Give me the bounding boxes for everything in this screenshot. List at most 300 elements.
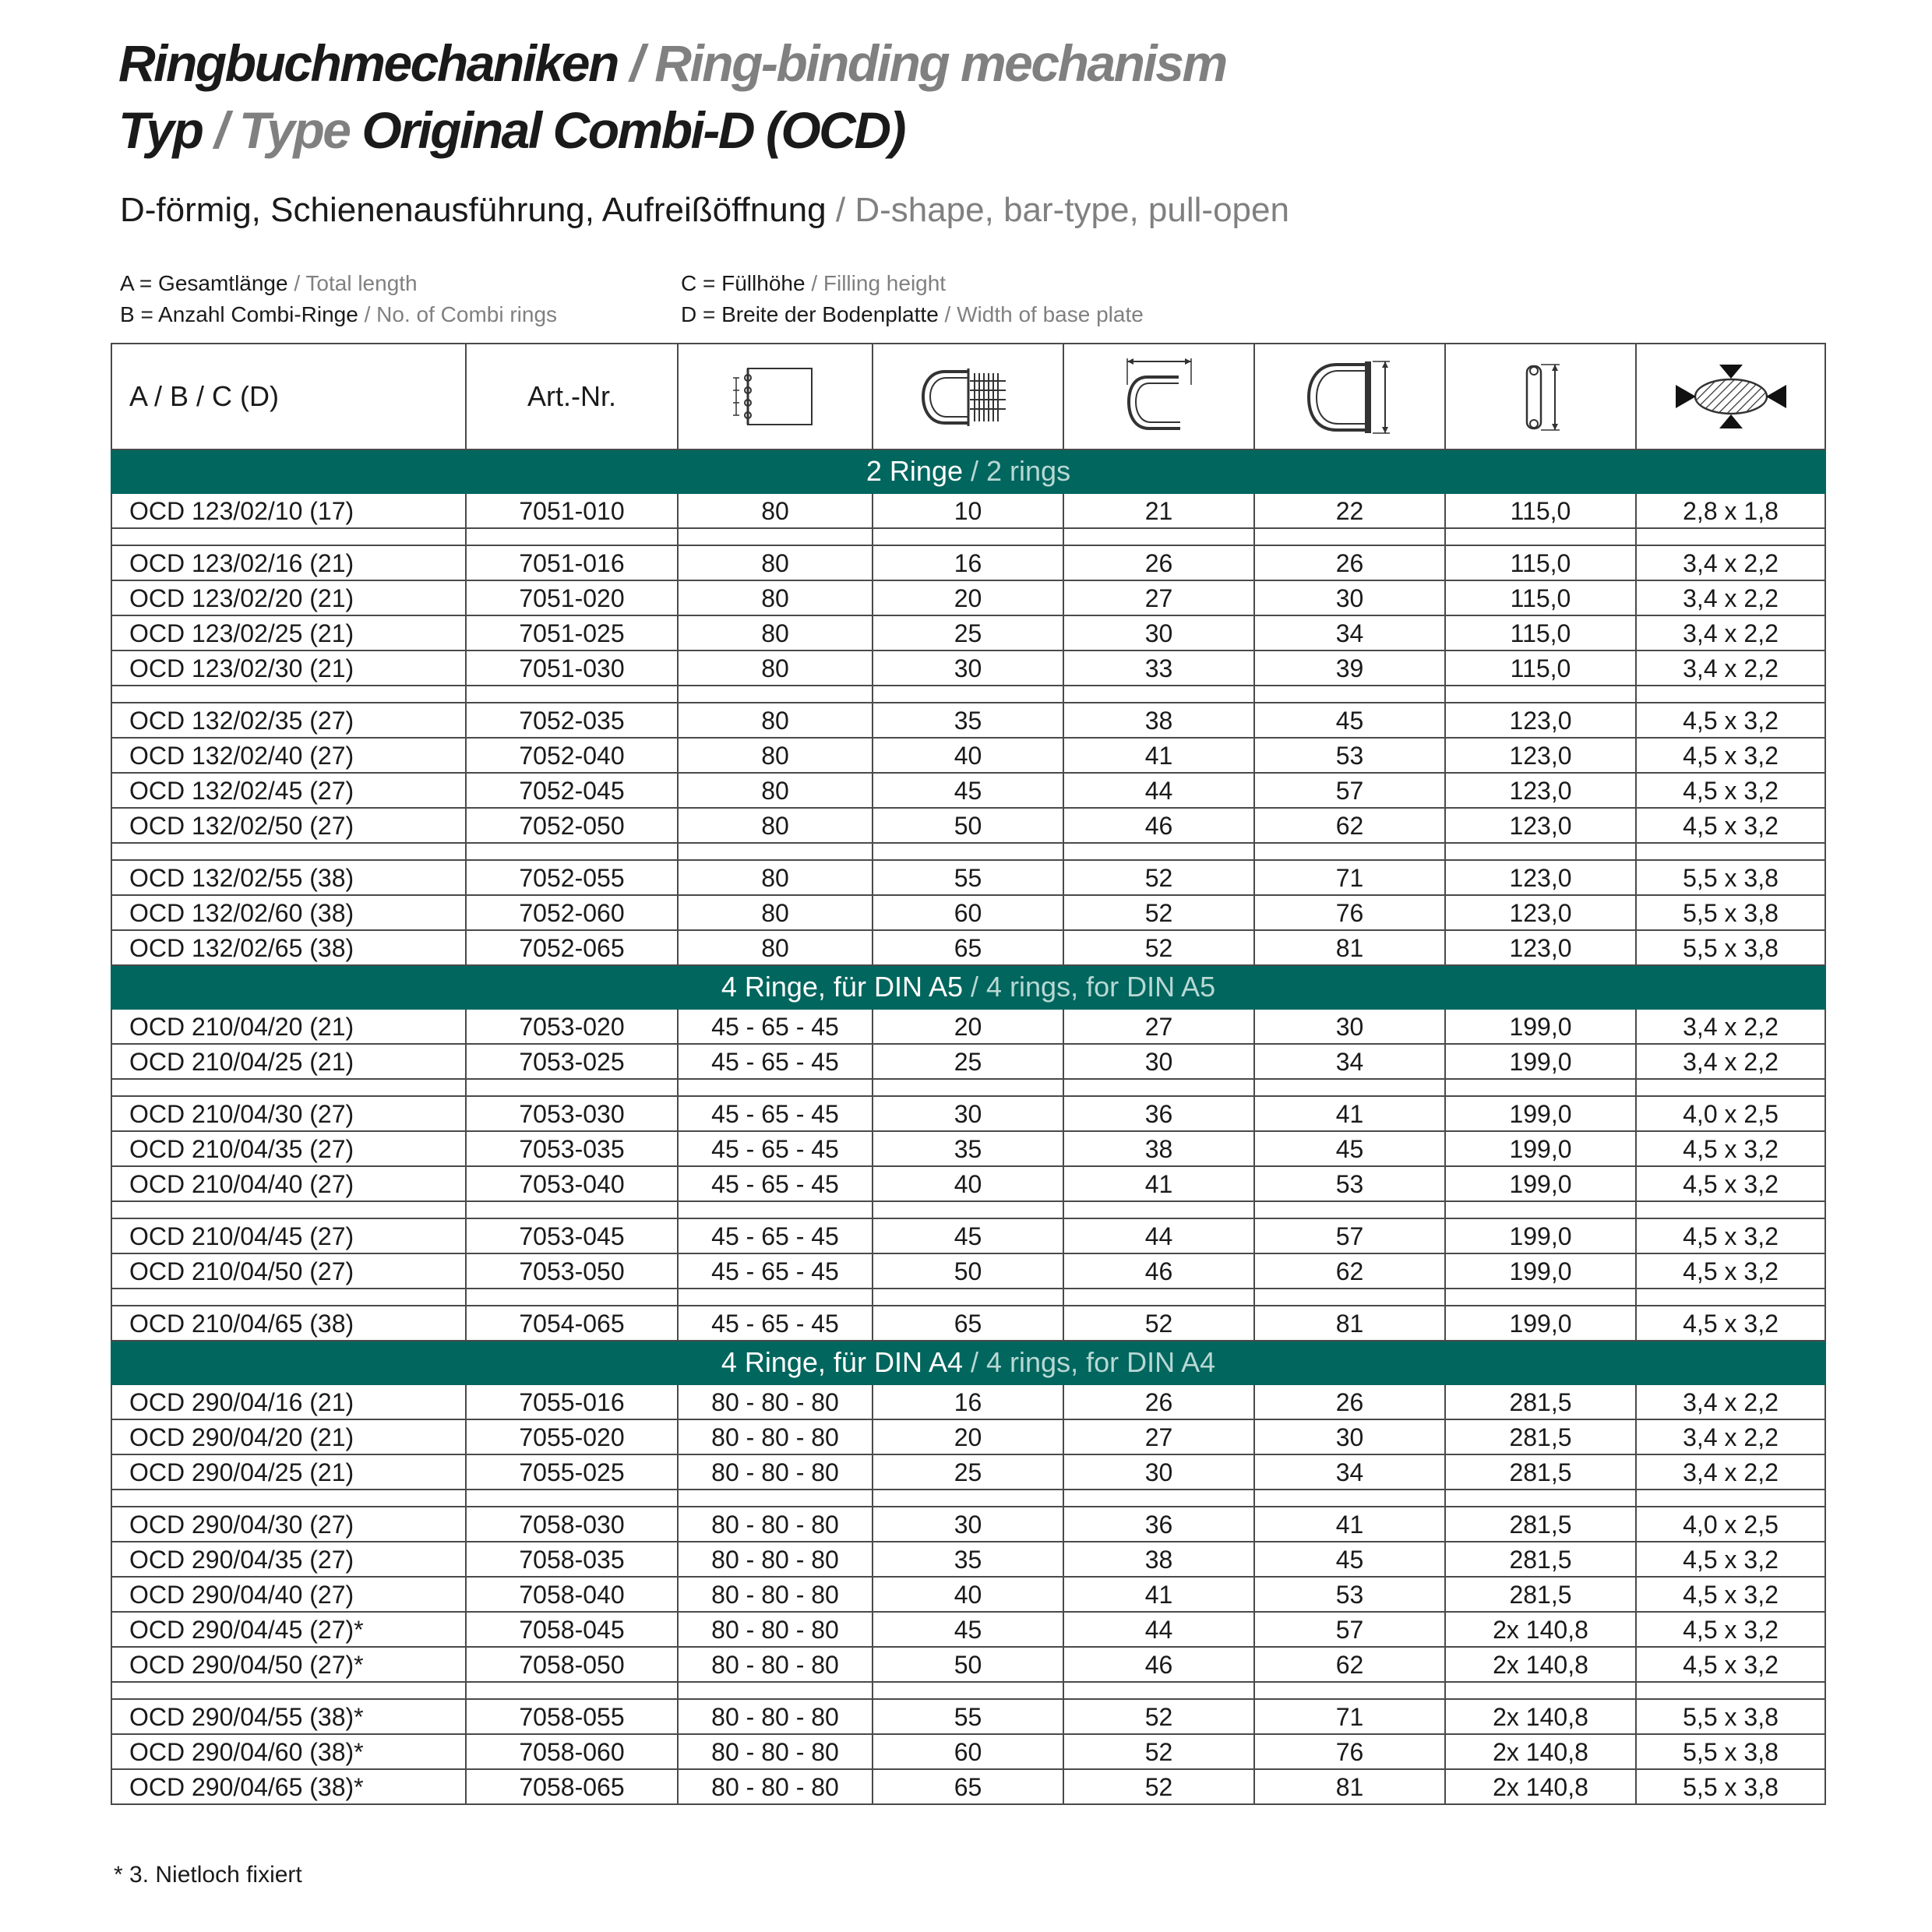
cell-width: 46 <box>1063 1647 1254 1682</box>
spacer-cell <box>678 1201 873 1218</box>
cell-article-number: 7055-025 <box>466 1454 678 1490</box>
spacer-cell <box>466 686 678 703</box>
cell-ring-spacing: 80 <box>678 738 873 773</box>
cell-article-number: 7052-040 <box>466 738 678 773</box>
cell-rivet-hole: 5,5 x 3,8 <box>1636 1699 1825 1734</box>
cell-ring-spacing: 45 - 65 - 45 <box>678 1166 873 1201</box>
cell-width: 21 <box>1063 493 1254 528</box>
cell-bar-length: 115,0 <box>1445 493 1636 528</box>
cell-bar-length: 199,0 <box>1445 1131 1636 1166</box>
section-title <box>111 965 1825 1009</box>
cell-dimensions: OCD 210/04/65 (38) <box>111 1306 466 1341</box>
cell-capacity: 25 <box>873 1454 1063 1490</box>
cell-height: 45 <box>1254 1131 1445 1166</box>
cell-dimensions: OCD 290/04/60 (38)* <box>111 1734 466 1769</box>
cell-dimensions: OCD 123/02/16 (21) <box>111 545 466 580</box>
cell-article-number: 7058-050 <box>466 1647 678 1682</box>
cell-ring-spacing: 45 - 65 - 45 <box>678 1218 873 1253</box>
cell-bar-length: 281,5 <box>1445 1577 1636 1612</box>
spacer-cell <box>1636 1079 1825 1096</box>
cell-rivet-hole: 4,5 x 3,2 <box>1636 773 1825 808</box>
table-row <box>111 703 1825 738</box>
table-row <box>111 1577 1825 1612</box>
cell-ring-spacing: 80 - 80 - 80 <box>678 1507 873 1542</box>
section-header <box>111 965 1825 1009</box>
spacer-cell <box>1254 1490 1445 1507</box>
cell-height: 81 <box>1254 1769 1445 1804</box>
section-title-en: 2 rings <box>986 455 1071 487</box>
cell-article-number: 7058-035 <box>466 1542 678 1577</box>
cell-rivet-hole: 3,4 x 2,2 <box>1636 1009 1825 1044</box>
cell-capacity: 25 <box>873 1044 1063 1079</box>
cell-capacity: 25 <box>873 615 1063 650</box>
spacer-cell <box>111 686 466 703</box>
cell-width: 41 <box>1063 1577 1254 1612</box>
cell-bar-length: 123,0 <box>1445 773 1636 808</box>
spacer-cell <box>466 1079 678 1096</box>
cell-width: 30 <box>1063 1454 1254 1490</box>
spacer-cell <box>1063 1201 1254 1218</box>
cell-height: 71 <box>1254 1699 1445 1734</box>
cell-width: 27 <box>1063 1419 1254 1454</box>
section-title-sep: / <box>963 455 987 487</box>
cell-capacity: 30 <box>873 650 1063 686</box>
cell-rivet-hole: 5,5 x 3,8 <box>1636 1769 1825 1804</box>
cell-width: 38 <box>1063 1542 1254 1577</box>
cell-height: 57 <box>1254 1612 1445 1647</box>
cell-rivet-hole: 3,4 x 2,2 <box>1636 580 1825 615</box>
cell-bar-length: 199,0 <box>1445 1253 1636 1289</box>
table-row <box>111 1384 1825 1419</box>
cell-rivet-hole: 4,5 x 3,2 <box>1636 1647 1825 1682</box>
cell-dimensions: OCD 132/02/60 (38) <box>111 895 466 930</box>
cell-capacity: 16 <box>873 1384 1063 1419</box>
page-title-line1 <box>118 34 1226 92</box>
cell-ring-spacing: 80 <box>678 930 873 965</box>
spacer-cell <box>466 1682 678 1699</box>
cell-capacity: 65 <box>873 1306 1063 1341</box>
cell-width: 38 <box>1063 1131 1254 1166</box>
cell-rivet-hole: 4,5 x 3,2 <box>1636 1612 1825 1647</box>
legend-d-en: / Width of base plate <box>938 302 1144 326</box>
cell-width: 38 <box>1063 703 1254 738</box>
spacer-cell <box>1445 1682 1636 1699</box>
cell-rivet-hole: 5,5 x 3,8 <box>1636 1734 1825 1769</box>
group-spacer <box>111 528 1825 545</box>
cell-height: 41 <box>1254 1096 1445 1131</box>
cell-rivet-hole: 4,5 x 3,2 <box>1636 808 1825 843</box>
cell-rivet-hole: 4,5 x 3,2 <box>1636 1131 1825 1166</box>
cell-rivet-hole: 4,5 x 3,2 <box>1636 1253 1825 1289</box>
cell-dimensions: OCD 290/04/30 (27) <box>111 1507 466 1542</box>
cell-bar-length: 281,5 <box>1445 1542 1636 1577</box>
cell-height: 81 <box>1254 930 1445 965</box>
spacer-cell <box>466 528 678 545</box>
cell-ring-spacing: 80 - 80 - 80 <box>678 1577 873 1612</box>
cell-width: 30 <box>1063 615 1254 650</box>
cell-capacity: 45 <box>873 1612 1063 1647</box>
cell-rivet-hole: 3,4 x 2,2 <box>1636 1454 1825 1490</box>
spacer-cell <box>111 528 466 545</box>
type-separator: / <box>202 101 239 159</box>
legend-d <box>681 304 1144 326</box>
cell-article-number: 7058-045 <box>466 1612 678 1647</box>
cell-article-number: 7051-030 <box>466 650 678 686</box>
bar-length-icon <box>1510 354 1572 439</box>
cell-bar-length: 199,0 <box>1445 1096 1636 1131</box>
spacer-cell <box>678 686 873 703</box>
legend-b <box>120 304 557 326</box>
cell-article-number: 7051-025 <box>466 615 678 650</box>
cell-width: 36 <box>1063 1096 1254 1131</box>
cell-height: 41 <box>1254 1507 1445 1542</box>
cell-bar-length: 123,0 <box>1445 895 1636 930</box>
cell-ring-spacing: 80 <box>678 895 873 930</box>
cell-rivet-hole: 3,4 x 2,2 <box>1636 545 1825 580</box>
cell-ring-spacing: 80 - 80 - 80 <box>678 1769 873 1804</box>
cell-dimensions: OCD 290/04/25 (21) <box>111 1454 466 1490</box>
table-row <box>111 1306 1825 1341</box>
cell-width: 52 <box>1063 930 1254 965</box>
cell-height: 34 <box>1254 615 1445 650</box>
spacer-cell <box>1445 1490 1636 1507</box>
cell-height: 62 <box>1254 808 1445 843</box>
table-row <box>111 1454 1825 1490</box>
table-row <box>111 1218 1825 1253</box>
table-row <box>111 1699 1825 1734</box>
spacer-cell <box>466 1289 678 1306</box>
cell-article-number: 7053-050 <box>466 1253 678 1289</box>
spacer-cell <box>873 843 1063 860</box>
spacer-cell <box>1445 1289 1636 1306</box>
cell-height: 30 <box>1254 1419 1445 1454</box>
cell-capacity: 45 <box>873 773 1063 808</box>
cell-article-number: 7052-065 <box>466 930 678 965</box>
type-name: Original Combi-D (OCD) <box>349 101 904 159</box>
cell-ring-spacing: 80 <box>678 860 873 895</box>
header-rivet-hole <box>1636 344 1825 450</box>
table-row <box>111 1096 1825 1131</box>
legend-a-en: / Total length <box>287 271 418 295</box>
cell-article-number: 7052-035 <box>466 703 678 738</box>
cell-bar-length: 199,0 <box>1445 1044 1636 1079</box>
cell-rivet-hole: 3,4 x 2,2 <box>1636 650 1825 686</box>
section-title-de: 2 Ringe <box>866 455 963 487</box>
cell-bar-length: 123,0 <box>1445 860 1636 895</box>
spacer-cell <box>873 686 1063 703</box>
cell-height: 71 <box>1254 860 1445 895</box>
cell-dimensions: OCD 123/02/30 (21) <box>111 650 466 686</box>
cell-rivet-hole: 4,0 x 2,5 <box>1636 1096 1825 1131</box>
section-title <box>111 1341 1825 1384</box>
legend-c-en: / Filling height <box>805 271 947 295</box>
section-title-sep: / <box>963 1346 987 1378</box>
cell-bar-length: 199,0 <box>1445 1009 1636 1044</box>
cell-width: 26 <box>1063 545 1254 580</box>
legend-c-de: C = Füllhöhe <box>681 271 806 295</box>
cell-rivet-hole: 3,4 x 2,2 <box>1636 1419 1825 1454</box>
cell-rivet-hole: 3,4 x 2,2 <box>1636 1044 1825 1079</box>
spacer-cell <box>1636 843 1825 860</box>
cell-height: 34 <box>1254 1454 1445 1490</box>
spacer-cell <box>1063 1289 1254 1306</box>
spacer-cell <box>1636 1490 1825 1507</box>
spec-table <box>111 343 1826 1805</box>
spacer-cell <box>1445 686 1636 703</box>
cell-capacity: 65 <box>873 1769 1063 1804</box>
spacer-cell <box>1636 528 1825 545</box>
cell-dimensions: OCD 290/04/55 (38)* <box>111 1699 466 1734</box>
header-ring-spacing <box>678 344 873 450</box>
cell-dimensions: OCD 210/04/40 (27) <box>111 1166 466 1201</box>
cell-width: 33 <box>1063 650 1254 686</box>
spacer-cell <box>1254 1201 1445 1218</box>
footnote: * 3. Nietloch fixiert <box>114 1862 302 1888</box>
cell-ring-spacing: 45 - 65 - 45 <box>678 1044 873 1079</box>
table-row <box>111 1166 1825 1201</box>
cell-article-number: 7054-065 <box>466 1306 678 1341</box>
cell-ring-spacing: 80 - 80 - 80 <box>678 1734 873 1769</box>
cell-capacity: 50 <box>873 1253 1063 1289</box>
cell-dimensions: OCD 210/04/50 (27) <box>111 1253 466 1289</box>
spacer-cell <box>678 1682 873 1699</box>
cell-article-number: 7052-045 <box>466 773 678 808</box>
cell-dimensions: OCD 132/02/50 (27) <box>111 808 466 843</box>
cell-bar-length: 2x 140,8 <box>1445 1734 1636 1769</box>
spacer-cell <box>1445 1079 1636 1096</box>
spacer-cell <box>1063 686 1254 703</box>
cell-height: 39 <box>1254 650 1445 686</box>
group-spacer <box>111 1490 1825 1507</box>
spacer-cell <box>1636 1289 1825 1306</box>
spacer-cell <box>1636 1682 1825 1699</box>
cell-capacity: 20 <box>873 1419 1063 1454</box>
spacer-cell <box>111 843 466 860</box>
cell-rivet-hole: 4,5 x 3,2 <box>1636 1577 1825 1612</box>
cell-rivet-hole: 5,5 x 3,8 <box>1636 895 1825 930</box>
table-row <box>111 1131 1825 1166</box>
cell-bar-length: 123,0 <box>1445 738 1636 773</box>
cell-dimensions: OCD 123/02/20 (21) <box>111 580 466 615</box>
cell-height: 30 <box>1254 580 1445 615</box>
cell-width: 26 <box>1063 1384 1254 1419</box>
cell-rivet-hole: 4,0 x 2,5 <box>1636 1507 1825 1542</box>
cell-ring-spacing: 80 - 80 - 80 <box>678 1699 873 1734</box>
cell-rivet-hole: 5,5 x 3,8 <box>1636 930 1825 965</box>
cell-width: 27 <box>1063 580 1254 615</box>
header-dimensions: A / B / C (D) <box>111 344 466 450</box>
cell-height: 57 <box>1254 773 1445 808</box>
spacer-cell <box>873 1490 1063 1507</box>
cell-bar-length: 2x 140,8 <box>1445 1769 1636 1804</box>
cell-dimensions: OCD 290/04/35 (27) <box>111 1542 466 1577</box>
cell-dimensions: OCD 290/04/65 (38)* <box>111 1769 466 1804</box>
cell-ring-spacing: 80 <box>678 580 873 615</box>
cell-ring-spacing: 80 - 80 - 80 <box>678 1384 873 1419</box>
cell-ring-spacing: 80 <box>678 808 873 843</box>
cell-capacity: 55 <box>873 860 1063 895</box>
cell-article-number: 7058-055 <box>466 1699 678 1734</box>
cell-width: 52 <box>1063 860 1254 895</box>
cell-article-number: 7058-060 <box>466 1734 678 1769</box>
cell-height: 76 <box>1254 895 1445 930</box>
cell-article-number: 7053-020 <box>466 1009 678 1044</box>
table-row <box>111 545 1825 580</box>
table-row <box>111 1507 1825 1542</box>
spacer-cell <box>111 1289 466 1306</box>
cell-ring-spacing: 80 - 80 - 80 <box>678 1454 873 1490</box>
ring-height-icon <box>1299 354 1401 439</box>
header-article-number: Art.-Nr. <box>466 344 678 450</box>
cell-width: 52 <box>1063 1769 1254 1804</box>
table-row <box>111 1009 1825 1044</box>
spacer-cell <box>466 843 678 860</box>
subtitle-de: D-förmig, Schienenausführung, Aufreißöffnung <box>120 191 827 229</box>
cell-article-number: 7051-016 <box>466 545 678 580</box>
spacer-cell <box>1445 528 1636 545</box>
table-row <box>111 773 1825 808</box>
cell-dimensions: OCD 123/02/25 (21) <box>111 615 466 650</box>
spacer-cell <box>678 1289 873 1306</box>
cell-dimensions: OCD 210/04/25 (21) <box>111 1044 466 1079</box>
spacer-cell <box>1254 843 1445 860</box>
cell-height: 34 <box>1254 1044 1445 1079</box>
header-ring-height <box>1254 344 1445 450</box>
cell-ring-spacing: 45 - 65 - 45 <box>678 1306 873 1341</box>
cell-bar-length: 281,5 <box>1445 1507 1636 1542</box>
section-title <box>111 450 1825 493</box>
table-row <box>111 808 1825 843</box>
cell-ring-spacing: 45 - 65 - 45 <box>678 1253 873 1289</box>
title-en: Ring-binding mechanism <box>654 34 1226 92</box>
cell-rivet-hole: 3,4 x 2,2 <box>1636 615 1825 650</box>
cell-capacity: 10 <box>873 493 1063 528</box>
spacer-cell <box>873 1289 1063 1306</box>
cell-capacity: 60 <box>873 1734 1063 1769</box>
table-row <box>111 650 1825 686</box>
legend-c <box>681 273 946 294</box>
cell-capacity: 50 <box>873 808 1063 843</box>
cell-ring-spacing: 80 - 80 - 80 <box>678 1612 873 1647</box>
cell-bar-length: 115,0 <box>1445 615 1636 650</box>
cell-article-number: 7058-065 <box>466 1769 678 1804</box>
type-de: Typ <box>118 101 203 159</box>
cell-article-number: 7053-025 <box>466 1044 678 1079</box>
rivet-hole-icon <box>1673 361 1789 432</box>
subtitle-en: D-shape, bar-type, pull-open <box>855 191 1289 229</box>
spacer-cell <box>1445 1201 1636 1218</box>
spacer-cell <box>1063 843 1254 860</box>
cell-bar-length: 199,0 <box>1445 1306 1636 1341</box>
cell-dimensions: OCD 210/04/35 (27) <box>111 1131 466 1166</box>
spacer-cell <box>1254 686 1445 703</box>
cell-bar-length: 2x 140,8 <box>1445 1647 1636 1682</box>
cell-rivet-hole: 2,8 x 1,8 <box>1636 493 1825 528</box>
cell-article-number: 7055-016 <box>466 1384 678 1419</box>
cell-rivet-hole: 4,5 x 3,2 <box>1636 738 1825 773</box>
cell-capacity: 20 <box>873 1009 1063 1044</box>
cell-height: 76 <box>1254 1734 1445 1769</box>
table-row <box>111 1734 1825 1769</box>
cell-capacity: 55 <box>873 1699 1063 1734</box>
cell-height: 30 <box>1254 1009 1445 1044</box>
cell-article-number: 7051-020 <box>466 580 678 615</box>
cell-height: 53 <box>1254 1577 1445 1612</box>
spacer-cell <box>678 1079 873 1096</box>
spacer-cell <box>1254 528 1445 545</box>
header-ring-width <box>1063 344 1254 450</box>
cell-ring-spacing: 80 - 80 - 80 <box>678 1419 873 1454</box>
spacer-cell <box>873 528 1063 545</box>
table-row <box>111 1612 1825 1647</box>
group-spacer <box>111 843 1825 860</box>
section-title-en: 4 rings, for DIN A4 <box>986 1346 1216 1378</box>
table-row <box>111 895 1825 930</box>
table-row <box>111 1542 1825 1577</box>
table-row <box>111 1253 1825 1289</box>
spacer-cell <box>678 843 873 860</box>
cell-dimensions: OCD 290/04/16 (21) <box>111 1384 466 1419</box>
cell-ring-spacing: 45 - 65 - 45 <box>678 1096 873 1131</box>
cell-article-number: 7052-050 <box>466 808 678 843</box>
spacer-cell <box>873 1201 1063 1218</box>
cell-rivet-hole: 3,4 x 2,2 <box>1636 1384 1825 1419</box>
table-row <box>111 1647 1825 1682</box>
cell-ring-spacing: 80 <box>678 773 873 808</box>
cell-bar-length: 115,0 <box>1445 580 1636 615</box>
table-row <box>111 1769 1825 1804</box>
cell-bar-length: 123,0 <box>1445 703 1636 738</box>
type-en: Type <box>238 101 350 159</box>
cell-height: 57 <box>1254 1218 1445 1253</box>
spacer-cell <box>111 1490 466 1507</box>
spacer-cell <box>1445 843 1636 860</box>
cell-height: 45 <box>1254 703 1445 738</box>
legend-b-en: / No. of Combi rings <box>358 302 558 326</box>
group-spacer <box>111 1201 1825 1218</box>
cell-width: 41 <box>1063 1166 1254 1201</box>
cell-article-number: 7053-030 <box>466 1096 678 1131</box>
cell-bar-length: 115,0 <box>1445 650 1636 686</box>
subtitle-separator: / <box>826 191 855 229</box>
spacer-cell <box>1063 1490 1254 1507</box>
spacer-cell <box>1636 1201 1825 1218</box>
cell-ring-spacing: 45 - 65 - 45 <box>678 1131 873 1166</box>
cell-height: 26 <box>1254 1384 1445 1419</box>
table-row <box>111 1419 1825 1454</box>
cell-bar-length: 2x 140,8 <box>1445 1699 1636 1734</box>
legend-b-de: B = Anzahl Combi-Ringe <box>120 302 358 326</box>
cell-capacity: 16 <box>873 545 1063 580</box>
cell-dimensions: OCD 123/02/10 (17) <box>111 493 466 528</box>
cell-dimensions: OCD 132/02/65 (38) <box>111 930 466 965</box>
cell-height: 22 <box>1254 493 1445 528</box>
cell-capacity: 30 <box>873 1096 1063 1131</box>
page-title-line2 <box>118 101 904 159</box>
cell-capacity: 40 <box>873 1166 1063 1201</box>
header-bar-length <box>1445 344 1636 450</box>
cell-bar-length: 199,0 <box>1445 1166 1636 1201</box>
cell-width: 46 <box>1063 808 1254 843</box>
cell-height: 45 <box>1254 1542 1445 1577</box>
table-row <box>111 860 1825 895</box>
cell-dimensions: OCD 290/04/45 (27)* <box>111 1612 466 1647</box>
cell-capacity: 30 <box>873 1507 1063 1542</box>
cell-ring-spacing: 80 <box>678 545 873 580</box>
cell-width: 46 <box>1063 1253 1254 1289</box>
cell-article-number: 7053-045 <box>466 1218 678 1253</box>
cell-dimensions: OCD 210/04/30 (27) <box>111 1096 466 1131</box>
